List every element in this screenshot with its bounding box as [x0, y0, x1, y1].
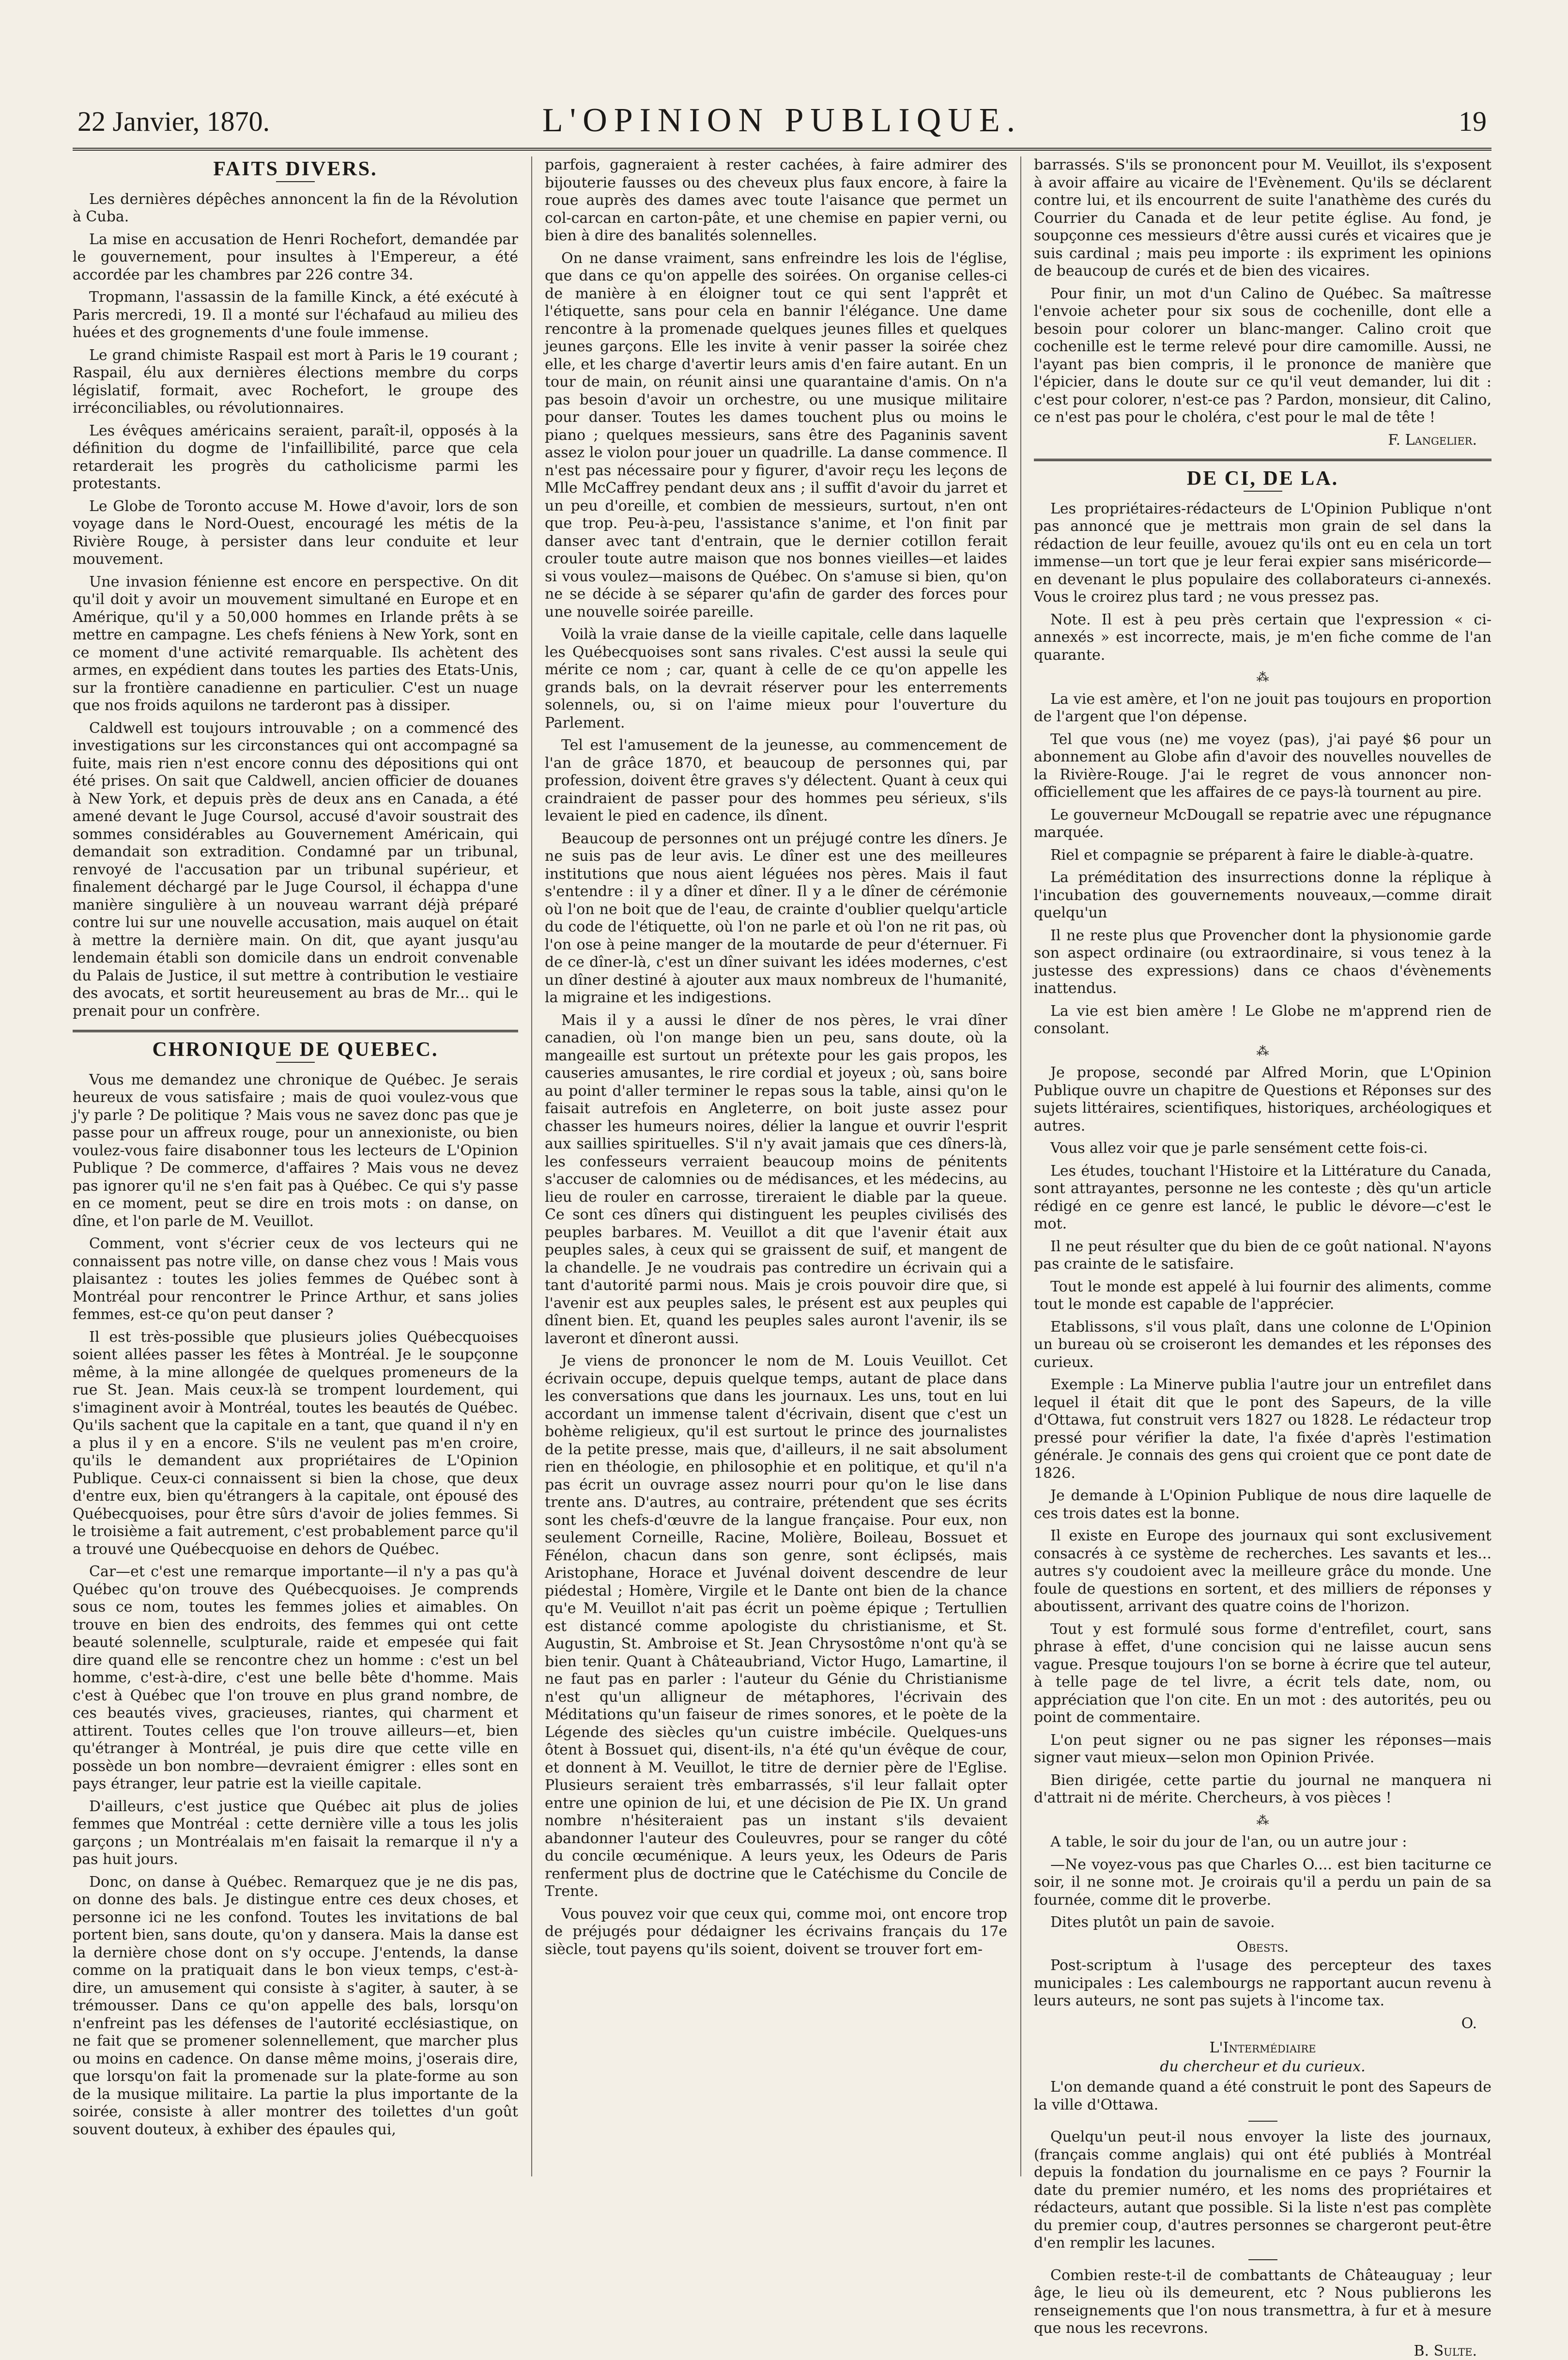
chronique-heading: CHRONIQUE DE QUEBEC.: [73, 1041, 518, 1059]
asterism-separator: ⁂: [1034, 1812, 1491, 1830]
chronique-paragraph: parfois, gagneraient à rester cachées, à faire admirer des bijouterie fausses ou des cheveux plus faux encore, à faire la roue auprès des dames avec toute l'aisance que permet un col-carcan en carton-pâte, et une chemise en papier verni, ou bien à dire des banalités solennelles.: [545, 156, 1007, 245]
faits-paragraph: Le Globe de Toronto accuse M. Howe d'avoir, lors de son voyage dans le Nord-Ouest, encouragé les métis de la Rivière Rouge, à persister dans leur conduite et leur mouvement.: [73, 498, 518, 569]
column-2: [545, 156, 1007, 2176]
faits-paragraph: Les évêques américains seraient, paraît-il, opposés à la définition du dogme de l'infaillibilité, parce que cela retarderait les progrès du catholicisme parmi les protestants.: [73, 422, 518, 493]
newspaper-page: [73, 99, 1491, 2182]
chronique-paragraph: D'ailleurs, c'est justice que Québec ait plus de jolies femmes que Montréal : cette dernière ville a tous les jolis garçons ; un Montréalais m'en faisait la remarque il n'y a pas huit jours.: [73, 1798, 518, 1869]
page-header: [73, 99, 1491, 151]
author-signature: B. Sulte.: [1034, 2343, 1477, 2360]
author-signature: O.: [1034, 2015, 1477, 2033]
deci-paragraph: La vie est bien amère ! Le Globe ne m'apprend rien de consolant.: [1034, 1003, 1491, 1038]
issue-date: 22 Janvier, 1870.: [77, 105, 270, 138]
column-divider: [1020, 156, 1021, 2176]
chronique-paragraph: On ne danse vraiment, sans enfreindre les lois de l'église, que dans ce qu'on appelle des soirées. On organise celles-ci de manière à en éloigner tout ce qui sent l'apprêt et l'étiquette, sans pour cela en bannir l'élégance. Une dame rencontre à la promenade quelques jeunes filles et quelques jeunes garçons. Elle les invite à venir passer la soirée chez elle, et les charge d'avertir leurs amis d'en faire autant. En un tour de main, on réunit ainsi une quarantaine d'amis. On n'a pas besoin d'avoir un orchestre, ou une musique militaire pour danser. Toutes les dames touchent plus ou moins le piano ; quelques messieurs, sans être des Paganinis savent assez le violon pour jouer un quadrille. La danse commence. Il n'est pas nécessaire pour y figurer, d'avoir reçu les leçons de Mlle McCaffrey pendant deux ans ; il suffit d'avoir du jarret et un peu d'oreille, et combien de messieurs, surtout, n'en ont que trop. Peu-à-peu, l'assistance s'anime, et l'on finit par danser avec tant d'entrain, que le dernier cotillon ferait crouler toute autre maison que nos bonnes vieilles—et laides si vous voulez—maisons de Québec. On s'amuse si bien, qu'on ne se décide à se séparer qu'afin de garder des forces pour une nouvelle soirée pareille.: [545, 250, 1007, 621]
de-ci-de-la-heading: DE CI, DE LA.: [1034, 470, 1491, 488]
deci-paragraph: La préméditation des insurrections donne la réplique à l'incubation des gouvernements nouveaux,—comme dirait quelqu'un: [1034, 869, 1491, 922]
chronique-paragraph: Mais il y a aussi le dîner de nos pères, le vrai dîner canadien, où l'on mange bien un peu, sans doute, où la mangeaille est surtout un prétexte pour les gais propos, les causeries amusantes, le rire cordial et joyeux ; où, sans boire au point d'aller terminer le repas sous la table, ainsi qu'on le faisait autrefois en Angleterre, on boit juste assez pour chasser les humeurs noires, délier la langue et ouvrir l'esprit aux saillies spirituelles. S'il n'y avait jamais que ces dîners-là, les confesseurs verraient beaucoup moins de pénitents s'accuser de calomnies ou de médisances, et les médecins, au lieu de rouler en carrosse, tireraient le diable par la queue. Ce sont ces dîners qui distinguent les peuples civilisés des peuples barbares. M. Veuillot a dit que l'avenir était aux peuples sales, à ceux qui se graissent de suif, et mangent de la chandelle. Je ne voudrais pas contredire un écrivain qui a tant d'autorité parmi nous. Mais je crois pouvoir dire que, si l'avenir est aux peuples sales, le présent est aux peuples qui dînent bien. Et, quand les peuples sales auront l'avenir, ils se laveront et dîneront aussi.: [545, 1012, 1007, 1348]
deci-paragraph: Les études, touchant l'Histoire et la Littérature du Canada, sont attrayantes, personne ne les conteste ; dès qu'un article rédigé en ce genre est lancé, le public le dévore—c'est le mot.: [1034, 1163, 1491, 1233]
deci-paragraph: Note. Il est à peu près certain que l'expression « ci-annexés » est incorrecte, mais, je m'en fiche comme de l'an quarante.: [1034, 611, 1491, 665]
deci-paragraph: —Ne voyez-vous pas que Charles O.... est bien taciturne ce soir, il ne sonne mot. Je croirais qu'il a perdu un pain de sa fournée, comme dit le proverbe.: [1034, 1856, 1491, 1910]
deci-paragraph: Je propose, secondé par Alfred Morin, que L'Opinion Publique ouvre un chapitre de Questions et Réponses sur des sujets littéraires, scientifiques, historiques, archéologiques et autres.: [1034, 1064, 1491, 1135]
intermediaire-question: L'on demande quand a été construit le pont des Sapeurs de la ville d'Ottawa.: [1034, 2079, 1491, 2114]
chronique-paragraph: Car—et c'est une remarque importante—il n'y a pas qu'à Québec qu'on trouve des Québecquoises. Je comprends sous ce nom, toutes les femmes jolies et aimables. On trouve en bien des endroits, des femmes qui ont cette beauté solennelle, sculpturale, raide et empesée qui fait dire quand elle se rencontre chez un homme : c'est un bel homme, c'est-à-dire, c'est une belle bête d'homme. Mais c'est à Québec que l'on trouve en plus grand nombre, de ces beautés vives, gracieuses, riantes, qui charment et attirent. Toutes celles que l'on trouve ailleurs—et, bien qu'étranger à Montréal, je puis dire que cette ville en possède un bon nombre—devraient émigrer : elles sont en pays étranger, leur patrie est la vieille capitale.: [73, 1563, 518, 1793]
deci-paragraph: Je demande à L'Opinion Publique de nous dire laquelle de ces trois dates est la bonne.: [1034, 1487, 1491, 1522]
chronique-paragraph: barrassés. S'ils se prononcent pour M. Veuillot, ils s'exposent à avoir affaire au vicaire de l'Evènement. Qu'ils se déclarent contre lui, et ils encourrent de suite l'anathème des curés du Courrier du Canada et de leur petite église. Au fond, je soupçonne ces messieurs d'être aussi curés et vicaires que je suis cardinal ; mais peu importe : ils expriment les opinions de beaucoup de curés et de bien des vicaires.: [1034, 156, 1491, 280]
intermediaire-heading: L'Intermédiaire: [1034, 2039, 1491, 2057]
intermediaire-question: Combien reste-t-il de combattants de Châteauguay ; leur âge, le lieu où ils demeurent, etc ? Nous publierons les renseignements que l'on nous transmettra, à fur et à mesure que nous les recevrons.: [1034, 2267, 1491, 2338]
asterism-separator: ⁂: [1034, 1043, 1491, 1061]
deci-paragraph: Dites plutôt un pain de savoie.: [1034, 1914, 1491, 1932]
deci-paragraph: Bien dirigée, cette partie du journal ne manquera ni d'attrait ni de mérite. Chercheurs, à vos pièces !: [1034, 1772, 1491, 1807]
deci-paragraph: L'on peut signer ou ne pas signer les réponses—mais signer vaut mieux—selon mon Opinion Privée.: [1034, 1732, 1491, 1767]
faits-paragraph: Tropmann, l'assassin de la famille Kinck, a été exécuté à Paris mercredi, 19. Il a monté sur l'échafaud au milieu des huées et des grognements d'une foule immense.: [73, 289, 518, 342]
heading-rule: [1244, 491, 1282, 492]
obests-paragraph: Post-scriptum à l'usage des percepteur des taxes municipales : Les calembourgs ne rapportant aucun revenu à leurs auteurs, ne sont pas sujets à l'income tax.: [1034, 1957, 1491, 2010]
deci-paragraph: La vie est amère, et l'on ne jouit pas toujours en proportion de l'argent que l'on dépense.: [1034, 691, 1491, 726]
faits-paragraph: La mise en accusation de Henri Rochefort, demandée par le gouvernement, pour insultes à l'Empereur, a été accordée par les chambres par 226 contre 34.: [73, 231, 518, 284]
chronique-paragraph: Vous me demandez une chronique de Québec. Je serais heureux de vous satisfaire ; mais de quoi voulez-vous que j'y parle ? De politique ? Mais vous ne savez donc pas que je passe pour un affreux rouge, pour un annexioniste, ou bien voulez-vous faire disabonner tous les lecteurs de L'Opinion Publique ? De commerce, d'affaires ? Mais vous ne devez pas ignorer qu'il ne s'en fait pas à Québec. Ce qui s'y passe en ce moment, peut se dire en trois mots : on danse, on dîne, et l'on parle de M. Veuillot.: [73, 1071, 518, 1231]
question-rule: [1248, 2121, 1277, 2122]
heading-rule: [276, 181, 315, 182]
deci-paragraph: Il existe en Europe des journaux qui sont exclusivement consacrés à ce système de recherches. Les savants et les... autres s'y coudoient avec la meilleure grâce du monde. Une foule de questions en sortent, et des milliers de réponses y aboutissent, arrivant des quatre coins de l'horizon.: [1034, 1527, 1491, 1616]
faits-divers-heading: FAITS DIVERS.: [73, 160, 518, 178]
chronique-paragraph: Donc, on danse à Québec. Remarquez que je ne dis pas, on donne des bals. Je distingue entre ces deux choses, et personne ici ne les confond. Toutes les invitations de bal portent bien, sans doute, qu'on y dansera. Mais la danse est la dernière chose dont on s'y occupe. J'entends, la danse comme on la pratiquait dans le bon vieux temps, c'est-à-dire, un amusement qui consiste à s'agiter, à sauter, à se trémousser. Dans ce qu'on appelle des bals, lorsqu'on n'enfreint pas les défenses de l'autorité ecclésiastique, on ne fait que se promener solennellement, que marcher plus ou moins en cadence. On danse même moins, j'oserais dire, que lorsqu'on fait la promenade sur la plate-forme au son de la musique militaire. La partie la plus importante de la soirée, consiste à aller montrer des toilettes d'un goût souvent douteux, à exhiber des épaules qui,: [73, 1874, 518, 2139]
chronique-paragraph: Je viens de prononcer le nom de M. Louis Veuillot. Cet écrivain occupe, depuis quelque temps, autant de place dans les conversations que dans les journaux. Les uns, tout en lui accordant un immense talent d'écrivain, disent que c'est un bohème religieux, qu'il est surtout le prince des journalistes de la petite presse, mais que, d'ailleurs, il ne sait absolument rien en théologie, en philosophie et en politique, et qu'il n'a pas écrit un ouvrage assez nourri pour qu'on le lise dans trente ans. D'autres, au contraire, prétendent que ses écrits sont les chefs-d'œuvre de la langue française. Pour eux, non seulement Corneille, Racine, Molière, Boileau, Bossuet et Fénélon, chacun dans son genre, sont éclipsés, mais Aristophane, Horace et Juvénal doivent descendre de leur piédestal ; Homère, Virgile et le Dante ont bien de la chance qu'e M. Veuillot n'ait pas écrit un poème épique ; Tertullien est distancé comme apologiste du christianisme, et St. Augustin, St. Ambroise et St. Jean Chrysostôme n'ont qu'à se bien tenir. Quant à Châteaubriand, Victor Hugo, Lamartine, il ne faut pas en parler : l'auteur du Génie du Christianisme n'est qu'un alligneur de métaphores, l'écrivain des Méditations qu'un faiseur de rimes sonores, et le poète de la Légende des siècles qu'un cuistre imbécile. Quelques-uns ôtent à Bossuet qui, disent-ils, n'a été qu'un évêque de cour, et donnent à M. Veuillot, le titre de dernier père de l'Eglise. Plusieurs seraient très embarrassés, s'il leur fallait opter entre une opinion de lui, et une décision de Pie IX. Un grand nombre n'hésiteraient pas un instant s'ils devaient abandonner l'auteur des Couleuvres, pour se ranger du côté du concile œcuménique. A leurs yeux, les Odeurs de Paris renferment plus de doctrine que le Catéchisme du Concile de Trente.: [545, 1352, 1007, 1901]
deci-paragraph: Etablissons, s'il vous plaît, dans une colonne de L'Opinion un bureau où se croiseront les demandes et les réponses des curieux.: [1034, 1319, 1491, 1372]
section-rule: [73, 1030, 518, 1032]
column-3: [1034, 156, 1491, 2176]
chronique-paragraph: Beaucoup de personnes ont un préjugé contre les dîners. Je ne suis pas de leur avis. Le dîner est une des meilleures institutions que nous aient léguées nos pères. Mais il faut s'entendre : il y a dîner et dîner. Il y a le dîner de cérémonie où l'on ne boit que de l'eau, de crainte d'oublier quelqu'article du code de l'étiquette, où l'on ne parle et où l'on ne rit pas, où l'on ose à peine manger de la moutarde de peur d'éternuer. Fi de ce dîner-là, c'est un dîner suivant les idées modernes, c'est un dîner destiné à ajouter aux maux nombreux de l'humanité, la migraine et les indigestions.: [545, 830, 1007, 1007]
deci-paragraph: Le gouverneur McDougall se repatrie avec une répugnance marquée.: [1034, 807, 1491, 842]
deci-paragraph: Il ne peut résulter que du bien de ce goût national. N'ayons pas crainte de le satisfaire.: [1034, 1238, 1491, 1273]
author-signature: F. Langelier.: [1034, 432, 1477, 450]
deci-paragraph: Tout y est formulé sous forme d'entrefilet, court, sans phrase à effet, d'une concision qui ne laisse aucun sens vague. Presque toujours l'on se borne à écrire que tel auteur, à telle page de tel livre, a écrit tels date, nom, ou appréciation que l'on cite. En un mot : des autorités, peu ou point de commentaire.: [1034, 1621, 1491, 1727]
column-divider: [531, 156, 532, 2176]
asterism-separator: ⁂: [1034, 669, 1491, 687]
deci-paragraph: Tout le monde est appelé à lui fournir des aliments, comme tout le monde est capable de l'apprécier.: [1034, 1278, 1491, 1314]
faits-paragraph: Le grand chimiste Raspail est mort à Paris le 19 courant ; Raspail, élu aux dernières élections membre du corps législatif, formait, avec Rochefort, le groupe des irréconciliables, ou révolutionnaires.: [73, 347, 518, 418]
deci-paragraph: Tel que vous (ne) me voyez (pas), j'ai payé $6 pour un abonnement au Globe afin d'avoir des nouvelles nouvelles de la Rivière-Rouge. J'ai le regret de vous annoncer non-officiellement que les affaires de ce pays-là tournent au pire.: [1034, 731, 1491, 802]
faits-paragraph: Caldwell est toujours introuvable ; on a commencé des investigations sur les circonstances qui ont accompagné sa fuite, mais rien n'est encore connu des dépositions qui ont été prises. On sait que Caldwell, ancien officier de douanes à New York, et depuis près de deux ans en Canada, a été amené devant le Juge Coursol, accusé d'avoir soustrait des sommes considérables au Gouvernement Américain, qui demandait son extradition. Condamné par un tribunal, renvoyé de l'accusation par un tribunal supérieur, et finalement déchargé par le Juge Coursol, il échappa d'une manière singulière à un nouveau warrant déjà préparé contre lui sur une nouvelle accusation, mais auquel on était à mettre la dernière main. On dit, que ayant jusqu'au lendemain établi son domicile dans un endroit convenable du Palais de Justice, il sut mettre à contribution le vestiaire des avocats, et sortit heureusement au bras de Mr... qui le prenait pour un confrère.: [73, 720, 518, 1021]
chronique-paragraph: Pour finir, un mot d'un Calino de Québec. Sa maîtresse l'envoie acheter pour six sous de cochenille, dont elle a besoin pour colorer un blanc-manger. Calino croit que cochenille est le terme relevé pour dire camomille. Aussi, ne l'ayant pas bien compris, il le prononce de manière que l'épicier, dans le doute sur ce qu'il veut demander, lui dit : c'est pour colorer, n'est-ce pas ? Pardon, monsieur, dit Calino, ce n'est pas pour le choléra, c'est pour le mal de tête !: [1034, 285, 1491, 427]
deci-paragraph: Il ne reste plus que Provencher dont la physionomie garde son aspect ordinaire (ou extraordinaire, si vous tenez à la justesse des expressions) dans ce chaos d'évènements inattendus.: [1034, 927, 1491, 998]
intermediaire-question: Quelqu'un peut-il nous envoyer la liste des journaux, (français comme anglais) qui ont été publiés à Montréal depuis la fondation du journalisme en ce pays ? Fournir la date du premier numéro, et les noms des propriétaires et rédacteurs, autant que possible. Si la liste n'est pas complète du premier coup, d'autres personnes se chargeront peut-être d'en remplir les lacunes.: [1034, 2128, 1491, 2252]
chronique-paragraph: Vous pouvez voir que ceux qui, comme moi, ont encore trop de préjugés pour dédaigner les écrivains français du 17e siècle, tout payens qu'ils soient, doivent se trouver fort em-: [545, 1906, 1007, 1959]
deci-paragraph: Les propriétaires-rédacteurs de L'Opinion Publique n'ont pas annoncé que je mettrais mon grain de sel dans la rédaction de leur feuille, avouez qu'ils ont eu en cela un tort immense—un tort que je leur ferai expier sans miséricorde—en devenant le plus populaire des collaborateurs ci-annexés. Vous le croirez plus tard ; ne vous pressez pas.: [1034, 500, 1491, 606]
newspaper-title: L'OPINION PUBLIQUE.: [73, 101, 1491, 140]
chronique-paragraph: Il est très-possible que plusieurs jolies Québecquoises soient allées passer les fêtes à Montréal. Je le soupçonne même, à la mine allongée de quelques promeneurs de la rue St. Jean. Mais ceux-là se trompent lourdement, qui s'imaginent avoir à Montréal, toutes les beautés de Québec. Qu'ils sachent que la capitale en a tant, que quand il n'y en a plus il y en a encore. S'ils ne veulent pas m'en croire, qu'ils le demandent aux propriétaires de L'Opinion Publique. Ceux-ci connaissent si bien la chose, que deux d'entre eux, bien qu'étrangers à la capitale, ont épousé des Québecquoises, pour être sûrs d'avoir de jolies femmes. Si le troisième a fait autrement, c'est probablement parce qu'il a trouvé une Québecquoise en dehors de Québec.: [73, 1329, 518, 1559]
intermediaire-subtitle: du chercheur et du curieux.: [1034, 2058, 1491, 2076]
article-columns: [73, 156, 1491, 2176]
obests-heading: Obests.: [1034, 1939, 1491, 1956]
column-1: [73, 156, 518, 2176]
faits-paragraph: Les dernières dépêches annoncent la fin de la Révolution à Cuba.: [73, 191, 518, 226]
deci-paragraph: A table, le soir du jour de l'an, ou un autre jour :: [1034, 1833, 1491, 1851]
deci-paragraph: Vous allez voir que je parle sensément cette fois-ci.: [1034, 1140, 1491, 1158]
heading-rule: [276, 1062, 315, 1063]
faits-paragraph: Une invasion fénienne est encore en perspective. On dit qu'il doit y avoir un mouvement simultané en Europe et en Amérique, qu'il y a 50,000 hommes en Irlande prêts à se mettre en campagne. Les chefs féniens à New York, sont en ce moment d'une activité remarquable. Ils achètent des armes, en expédient dans toutes les parties des Etats-Unis, sur la frontière canadienne en particulier. C'est un nuage que nos froids aquilons ne tarderont pas à dissiper.: [73, 574, 518, 715]
page-number: 19: [1459, 105, 1487, 138]
deci-paragraph: Exemple : La Minerve publia l'autre jour un entrefilet dans lequel il était dit que le pont des Sapeurs, de la ville d'Ottawa, fut construit vers 1827 ou 1828. Le rédacteur trop pressé pour vérifier la date, l'a fixée d'après l'estimation générale. Je connais des gens qui croient que ce pont date de 1826.: [1034, 1376, 1491, 1482]
chronique-paragraph: Comment, vont s'écrier ceux de vos lecteurs qui ne connaissent pas notre ville, on danse chez vous ! Mais vous plaisantez : toutes les jolies femmes de Québec sont à Montréal pour rencontrer le Prince Arthur, et sans jolies femmes, est-ce qu'on peut danser ?: [73, 1235, 518, 1324]
question-rule: [1248, 2259, 1277, 2260]
chronique-paragraph: Voilà la vraie danse de la vieille capitale, celle dans laquelle les Québecquoises sont sans rivales. C'est aussi la seule qui mérite ce nom ; car, quant à celle de ce qu'on appelle les grands bals, on la devrait réserver pour les enterrements solennels, ou, si on l'aime mieux pour l'ouverture du Parlement.: [545, 626, 1007, 732]
section-rule: [1034, 459, 1491, 461]
deci-paragraph: Riel et compagnie se préparent à faire le diable-à-quatre.: [1034, 847, 1491, 865]
chronique-paragraph: Tel est l'amusement de la jeunesse, au commencement de l'an de grâce 1870, et beaucoup de personnes qui, par profession, doivent être graves s'y délectent. Quant à ceux qui craindraient de passer pour des hommes peu sérieux, s'ils levaient le pied en cadence, ils dînent.: [545, 737, 1007, 825]
